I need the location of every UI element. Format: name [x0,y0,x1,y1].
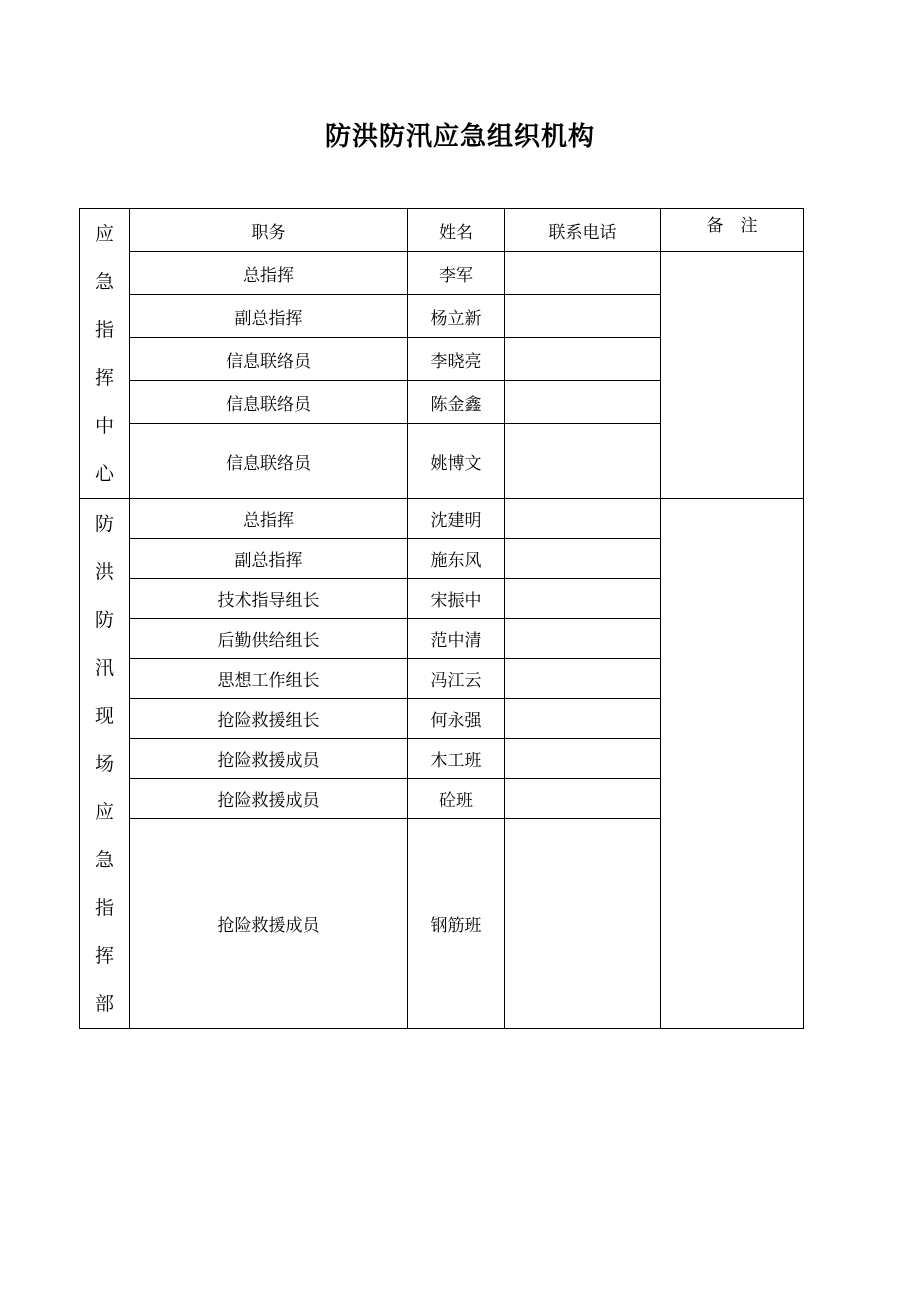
cell-phone [505,539,661,579]
cell-position: 副总指挥 [130,295,408,338]
group-label-char: 场 [94,752,114,775]
cell-name: 钢筋班 [408,819,505,1029]
cell-position: 抢险救援组长 [130,699,408,739]
cell-name: 范中清 [408,619,505,659]
group-label-char: 应 [94,800,114,823]
group-label-char: 洪 [94,560,114,583]
cell-phone [505,499,661,539]
cell-name: 杨立新 [408,295,505,338]
cell-position: 总指挥 [130,252,408,295]
cell-phone [505,295,661,338]
cell-name: 李军 [408,252,505,295]
cell-position: 副总指挥 [130,539,408,579]
group-label-char: 急 [94,270,114,293]
organization-table [79,208,804,1029]
cell-remark [661,252,804,499]
group-label-char: 防 [94,608,114,631]
group-label-char: 部 [94,992,114,1015]
cell-phone [505,619,661,659]
page-title: 防洪防汛应急组织机构 [324,122,595,152]
cell-position: 信息联络员 [130,338,408,381]
table-row [80,499,804,539]
cell-phone [505,252,661,295]
cell-name: 沈建明 [408,499,505,539]
cell-name: 陈金鑫 [408,381,505,424]
cell-remark [661,499,804,1029]
header-row [80,209,804,252]
cell-phone [505,779,661,819]
cell-position: 总指挥 [130,499,408,539]
header-remark: 备 注 [661,209,804,252]
header-name: 姓名 [408,209,505,252]
cell-name: 宋振中 [408,579,505,619]
group-label-char: 中 [94,414,114,437]
cell-name: 砼班 [408,779,505,819]
cell-name: 何永强 [408,699,505,739]
group-label-char: 挥 [94,366,114,389]
cell-position: 思想工作组长 [130,659,408,699]
cell-name: 冯江云 [408,659,505,699]
cell-position: 抢险救援成员 [130,739,408,779]
table-row [80,252,804,295]
cell-phone [505,424,661,499]
header-phone: 联系电话 [505,209,661,252]
cell-name: 木工班 [408,739,505,779]
group-label-command-center [80,209,130,499]
cell-phone [505,579,661,619]
cell-phone [505,659,661,699]
cell-name: 姚博文 [408,424,505,499]
group-label-char: 挥 [94,944,114,967]
cell-position: 信息联络员 [130,381,408,424]
group-label-field-command [80,499,130,1029]
group-label-char: 心 [94,462,114,485]
cell-phone [505,699,661,739]
group-label-char: 现 [94,704,114,727]
cell-position: 技术指导组长 [130,579,408,619]
group-label-char: 防 [94,512,114,535]
group-label-char: 指 [94,896,114,919]
group-label-char: 急 [94,848,114,871]
cell-name: 李晓亮 [408,338,505,381]
cell-position: 信息联络员 [130,424,408,499]
cell-phone [505,338,661,381]
table-body [80,209,804,1029]
cell-phone [505,739,661,779]
header-position: 职务 [130,209,408,252]
cell-position: 抢险救援成员 [130,779,408,819]
group-label-char: 汛 [94,656,114,679]
cell-phone [505,381,661,424]
cell-name: 施东风 [408,539,505,579]
cell-position: 抢险救援成员 [130,819,408,1029]
cell-phone [505,819,661,1029]
group-label-char: 指 [94,318,114,341]
cell-position: 后勤供给组长 [130,619,408,659]
group-label-char: 应 [94,222,114,245]
